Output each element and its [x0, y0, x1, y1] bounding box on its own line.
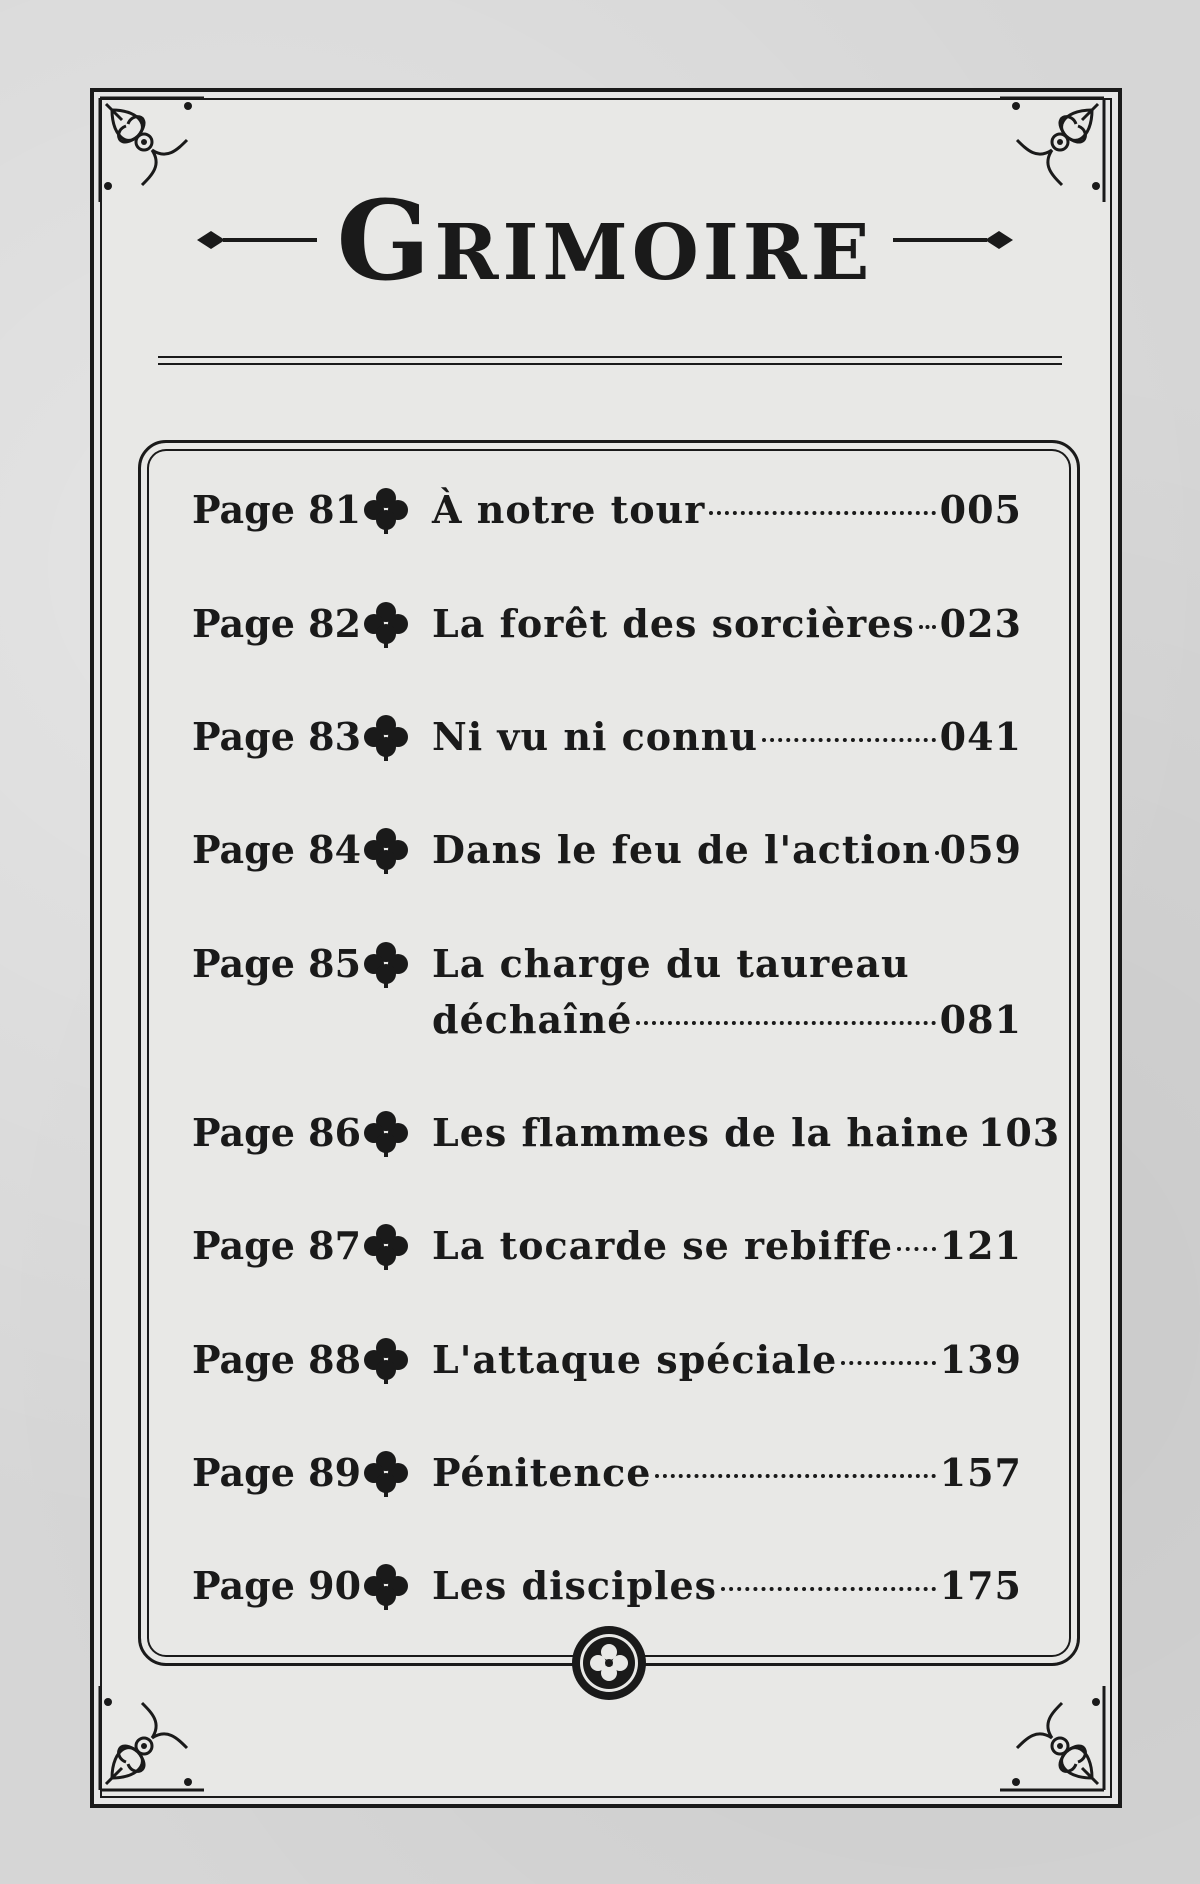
chapter-title: À notre tour [432, 487, 706, 532]
toc-entry-83[interactable] [192, 709, 1022, 765]
clover-icon [360, 938, 412, 990]
clover-icon [360, 1107, 412, 1159]
toc-entry-89[interactable] [192, 1445, 1022, 1501]
chapter-label: Page 85 [192, 941, 362, 986]
chapter-title: La forêt des sorcières [432, 601, 915, 646]
page-number: 175 [939, 1563, 1022, 1608]
clover-icon [360, 824, 412, 876]
page-number: 041 [939, 714, 1022, 759]
page-number: 059 [939, 827, 1022, 872]
chapter-title-line1: La charge du taureau [432, 941, 910, 986]
filigree-corner-icon [992, 1678, 1112, 1798]
toc-entry-85[interactable] [192, 936, 1022, 1048]
title-divider [158, 356, 1062, 365]
toc-entry-87[interactable] [192, 1218, 1022, 1274]
toc-entry-82[interactable] [192, 596, 1022, 652]
chapter-label: Page 84 [192, 827, 362, 872]
page-number: 005 [939, 487, 1022, 532]
page-title: Grimoire [336, 175, 874, 305]
page-number: 081 [939, 997, 1022, 1042]
leader-dots [655, 1474, 935, 1478]
leader-dots [762, 738, 936, 742]
chapter-title: L'attaque spéciale [432, 1337, 838, 1382]
page-number: 103 [977, 1110, 1061, 1155]
clover-icon [360, 1220, 412, 1272]
filigree-corner-icon [92, 1678, 212, 1798]
chapter-title: Les disciples [432, 1563, 718, 1608]
leader-dots [636, 1021, 935, 1025]
chapter-label: Page 86 [192, 1110, 362, 1155]
toc-entry-86[interactable] [192, 1105, 1061, 1161]
clover-icon [360, 1334, 412, 1386]
leader-dots [935, 851, 936, 855]
clover-icon [360, 598, 412, 650]
leader-dots [721, 1587, 936, 1591]
title-row [140, 160, 1070, 320]
chapter-label: Page 83 [192, 714, 362, 759]
chapter-label: Page 81 [192, 487, 362, 532]
page-number: 139 [939, 1337, 1022, 1382]
diamond-flourish-icon [893, 225, 1013, 255]
leader-dots [919, 625, 936, 629]
chapter-title: Dans le feu de l'action [432, 827, 931, 872]
chapter-title: La tocarde se rebiffe [432, 1223, 894, 1268]
chapter-title: Pénitence [432, 1450, 652, 1495]
leader-dots [897, 1247, 936, 1251]
clover-icon [360, 1447, 412, 1499]
chapter-label: Page 87 [192, 1223, 362, 1268]
chapter-title: Les flammes de la haine [432, 1110, 970, 1155]
page-number: 121 [939, 1223, 1022, 1268]
leader-dots [709, 511, 935, 515]
toc-entry-81[interactable] [192, 482, 1022, 538]
chapter-title: Ni vu ni connu [432, 714, 758, 759]
page-number: 023 [939, 601, 1022, 646]
leader-dots [841, 1361, 935, 1365]
clover-icon [360, 484, 412, 536]
chapter-label: Page 82 [192, 601, 362, 646]
clover-icon [360, 711, 412, 763]
chapter-label: Page 90 [192, 1563, 362, 1608]
toc-entry-84[interactable] [192, 822, 1022, 878]
clover-seal-icon [570, 1624, 648, 1702]
toc-entry-88[interactable] [192, 1332, 1022, 1388]
toc-entry-90[interactable] [192, 1558, 1022, 1614]
chapter-label: Page 89 [192, 1450, 362, 1495]
clover-icon [360, 1560, 412, 1612]
chapter-title: déchaîné [432, 997, 633, 1042]
diamond-flourish-icon [197, 225, 317, 255]
chapter-label: Page 88 [192, 1337, 362, 1382]
page-number: 157 [939, 1450, 1022, 1495]
